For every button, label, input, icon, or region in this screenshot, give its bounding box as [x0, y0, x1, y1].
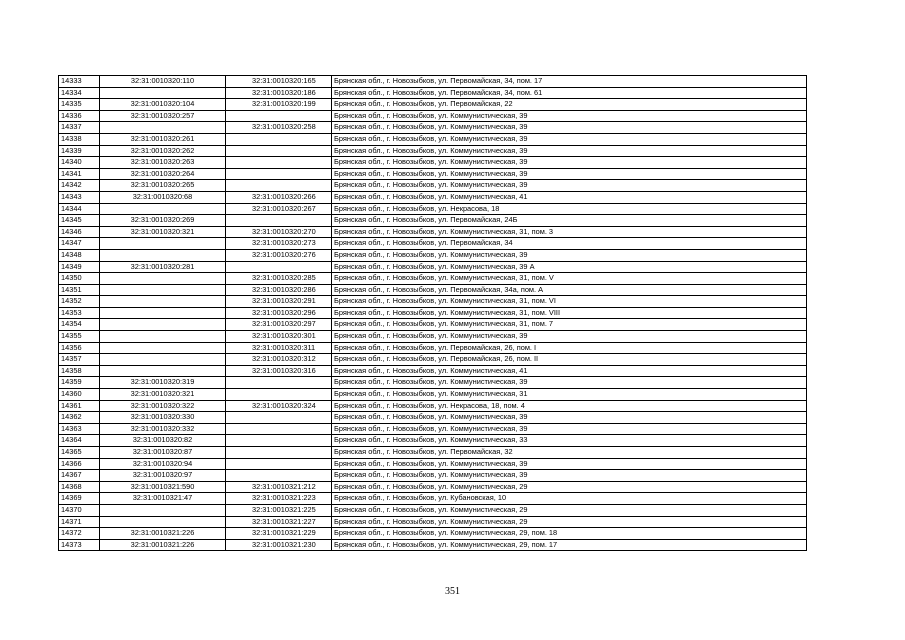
cadastral-number-cell: 32:31:0010320:264	[100, 168, 226, 180]
cadastral-number-cell: 32:31:0010320:257	[100, 110, 226, 122]
address-cell: Брянская обл., г. Новозыбков, ул. Коммунистическая, 31, пом. VIII	[332, 307, 807, 319]
cadastral-number-cell	[100, 87, 226, 99]
table-row	[59, 539, 807, 551]
row-number-cell: 14346	[59, 226, 100, 238]
address-cell: Брянская обл., г. Новозыбков, ул. Коммунистическая, 39	[332, 458, 807, 470]
address-cell: Брянская обл., г. Новозыбков, ул. Первомайская, 34, пом. 61	[332, 87, 807, 99]
cadastral-number-cell	[100, 122, 226, 134]
cadastral-number-cell: 32:31:0010321:47	[100, 493, 226, 505]
row-number-cell: 14348	[59, 249, 100, 261]
cadastral-number-cell: 32:31:0010320:261	[100, 133, 226, 145]
row-number-cell: 14349	[59, 261, 100, 273]
row-number-cell: 14370	[59, 504, 100, 516]
related-cadastral-number-cell: 32:31:0010320:297	[226, 319, 332, 331]
table-row	[59, 400, 807, 412]
address-cell: Брянская обл., г. Новозыбков, ул. Коммунистическая, 41	[332, 191, 807, 203]
related-cadastral-number-cell	[226, 377, 332, 389]
row-number-cell: 14358	[59, 365, 100, 377]
table-row	[59, 528, 807, 540]
cadastral-number-cell	[100, 342, 226, 354]
table-row	[59, 145, 807, 157]
address-cell: Брянская обл., г. Новозыбков, ул. Коммунистическая, 39	[332, 331, 807, 343]
address-cell: Брянская обл., г. Новозыбков, ул. Коммунистическая, 39	[332, 423, 807, 435]
row-number-cell: 14363	[59, 423, 100, 435]
row-number-cell: 14371	[59, 516, 100, 528]
row-number-cell: 14360	[59, 389, 100, 401]
page-number: 351	[445, 586, 460, 597]
related-cadastral-number-cell	[226, 215, 332, 227]
cadastral-number-cell	[100, 365, 226, 377]
row-number-cell: 14333	[59, 76, 100, 88]
row-number-cell: 14341	[59, 168, 100, 180]
row-number-cell: 14352	[59, 296, 100, 308]
row-number-cell: 14356	[59, 342, 100, 354]
related-cadastral-number-cell	[226, 412, 332, 424]
table-row	[59, 331, 807, 343]
table-row	[59, 493, 807, 505]
cadastral-number-cell: 32:31:0010320:82	[100, 435, 226, 447]
related-cadastral-number-cell: 32:31:0010320:270	[226, 226, 332, 238]
table-row	[59, 180, 807, 192]
registry-table	[58, 75, 807, 551]
table-row	[59, 87, 807, 99]
related-cadastral-number-cell: 32:31:0010320:258	[226, 122, 332, 134]
cadastral-number-cell: 32:31:0010320:265	[100, 180, 226, 192]
cadastral-number-cell	[100, 203, 226, 215]
related-cadastral-number-cell	[226, 168, 332, 180]
table-row	[59, 157, 807, 169]
table-row	[59, 412, 807, 424]
cadastral-number-cell: 32:31:0010320:68	[100, 191, 226, 203]
address-cell: Брянская обл., г. Новозыбков, ул. Первомайская, 24Б	[332, 215, 807, 227]
row-number-cell: 14343	[59, 191, 100, 203]
cadastral-number-cell: 32:31:0010321:226	[100, 528, 226, 540]
address-cell: Брянская обл., г. Новозыбков, ул. Первомайская, 22	[332, 99, 807, 111]
row-number-cell: 14344	[59, 203, 100, 215]
cadastral-number-cell: 32:31:0010320:330	[100, 412, 226, 424]
address-cell: Брянская обл., г. Новозыбков, ул. Коммунистическая, 39	[332, 412, 807, 424]
related-cadastral-number-cell: 32:31:0010320:312	[226, 354, 332, 366]
row-number-cell: 14338	[59, 133, 100, 145]
table-row	[59, 365, 807, 377]
table-row	[59, 354, 807, 366]
row-number-cell: 14335	[59, 99, 100, 111]
address-cell: Брянская обл., г. Новозыбков, ул. Коммунистическая, 39 А	[332, 261, 807, 273]
table-row	[59, 273, 807, 285]
address-cell: Брянская обл., г. Новозыбков, ул. Коммунистическая, 29	[332, 504, 807, 516]
row-number-cell: 14373	[59, 539, 100, 551]
related-cadastral-number-cell: 32:31:0010321:227	[226, 516, 332, 528]
table-row	[59, 435, 807, 447]
address-cell: Брянская обл., г. Новозыбков, ул. Коммунистическая, 31	[332, 389, 807, 401]
cadastral-number-cell	[100, 238, 226, 250]
address-cell: Брянская обл., г. Новозыбков, ул. Коммунистическая, 33	[332, 435, 807, 447]
table-row	[59, 284, 807, 296]
cadastral-number-cell	[100, 516, 226, 528]
row-number-cell: 14361	[59, 400, 100, 412]
table-row	[59, 389, 807, 401]
cadastral-number-cell: 32:31:0010320:332	[100, 423, 226, 435]
address-cell: Брянская обл., г. Новозыбков, ул. Коммунистическая, 41	[332, 365, 807, 377]
related-cadastral-number-cell: 32:31:0010320:311	[226, 342, 332, 354]
cadastral-number-cell: 32:31:0010320:319	[100, 377, 226, 389]
table-row	[59, 249, 807, 261]
related-cadastral-number-cell: 32:31:0010320:199	[226, 99, 332, 111]
related-cadastral-number-cell	[226, 389, 332, 401]
row-number-cell: 14342	[59, 180, 100, 192]
cadastral-number-cell: 32:31:0010320:87	[100, 447, 226, 459]
related-cadastral-number-cell: 32:31:0010320:301	[226, 331, 332, 343]
related-cadastral-number-cell: 32:31:0010321:223	[226, 493, 332, 505]
table-row	[59, 516, 807, 528]
row-number-cell: 14359	[59, 377, 100, 389]
table-row	[59, 261, 807, 273]
related-cadastral-number-cell: 32:31:0010320:266	[226, 191, 332, 203]
cadastral-number-cell	[100, 249, 226, 261]
related-cadastral-number-cell	[226, 435, 332, 447]
table-row	[59, 133, 807, 145]
cadastral-number-cell: 32:31:0010320:269	[100, 215, 226, 227]
row-number-cell: 14336	[59, 110, 100, 122]
address-cell: Брянская обл., г. Новозыбков, ул. Некрасова, 18	[332, 203, 807, 215]
table-row	[59, 238, 807, 250]
cadastral-number-cell: 32:31:0010321:590	[100, 481, 226, 493]
table-row	[59, 226, 807, 238]
row-number-cell: 14340	[59, 157, 100, 169]
table-row	[59, 447, 807, 459]
table-row	[59, 122, 807, 134]
address-cell: Брянская обл., г. Новозыбков, ул. Коммунистическая, 39	[332, 249, 807, 261]
address-cell: Брянская обл., г. Новозыбков, ул. Коммунистическая, 39	[332, 110, 807, 122]
row-number-cell: 14362	[59, 412, 100, 424]
table-row	[59, 110, 807, 122]
table-row	[59, 99, 807, 111]
row-number-cell: 14347	[59, 238, 100, 250]
cadastral-number-cell	[100, 504, 226, 516]
table-row	[59, 191, 807, 203]
cadastral-number-cell	[100, 296, 226, 308]
address-cell: Брянская обл., г. Новозыбков, ул. Коммунистическая, 31, пом. 3	[332, 226, 807, 238]
table-row	[59, 377, 807, 389]
cadastral-number-cell: 32:31:0010320:262	[100, 145, 226, 157]
address-cell: Брянская обл., г. Новозыбков, ул. Коммунистическая, 29	[332, 516, 807, 528]
cadastral-number-cell: 32:31:0010320:97	[100, 470, 226, 482]
related-cadastral-number-cell	[226, 447, 332, 459]
cadastral-number-cell: 32:31:0010320:263	[100, 157, 226, 169]
address-cell: Брянская обл., г. Новозыбков, ул. Некрасова, 18, пом. 4	[332, 400, 807, 412]
related-cadastral-number-cell: 32:31:0010320:165	[226, 76, 332, 88]
table-row	[59, 504, 807, 516]
address-cell: Брянская обл., г. Новозыбков, ул. Первомайская, 32	[332, 447, 807, 459]
row-number-cell: 14351	[59, 284, 100, 296]
address-cell: Брянская обл., г. Новозыбков, ул. Первомайская, 34а, пом. А	[332, 284, 807, 296]
related-cadastral-number-cell: 32:31:0010320:286	[226, 284, 332, 296]
related-cadastral-number-cell	[226, 423, 332, 435]
cadastral-number-cell: 32:31:0010320:322	[100, 400, 226, 412]
address-cell: Брянская обл., г. Новозыбков, ул. Первомайская, 34	[332, 238, 807, 250]
related-cadastral-number-cell	[226, 110, 332, 122]
address-cell: Брянская обл., г. Новозыбков, ул. Коммунистическая, 31, пом. V	[332, 273, 807, 285]
address-cell: Брянская обл., г. Новозыбков, ул. Коммунистическая, 39	[332, 180, 807, 192]
table-row	[59, 470, 807, 482]
related-cadastral-number-cell	[226, 458, 332, 470]
table-row	[59, 76, 807, 88]
related-cadastral-number-cell: 32:31:0010320:291	[226, 296, 332, 308]
cadastral-number-cell	[100, 307, 226, 319]
table-row	[59, 458, 807, 470]
cadastral-number-cell	[100, 331, 226, 343]
address-cell: Брянская обл., г. Новозыбков, ул. Коммунистическая, 39	[332, 145, 807, 157]
cadastral-number-cell: 32:31:0010320:94	[100, 458, 226, 470]
table-row	[59, 215, 807, 227]
table-row	[59, 481, 807, 493]
related-cadastral-number-cell	[226, 470, 332, 482]
cadastral-number-cell	[100, 319, 226, 331]
table-row	[59, 168, 807, 180]
address-cell: Брянская обл., г. Новозыбков, ул. Коммунистическая, 31, пом. 7	[332, 319, 807, 331]
related-cadastral-number-cell: 32:31:0010320:267	[226, 203, 332, 215]
table-row	[59, 342, 807, 354]
table-row	[59, 296, 807, 308]
related-cadastral-number-cell: 32:31:0010321:229	[226, 528, 332, 540]
address-cell: Брянская обл., г. Новозыбков, ул. Первомайская, 26, пом. I	[332, 342, 807, 354]
row-number-cell: 14366	[59, 458, 100, 470]
related-cadastral-number-cell	[226, 261, 332, 273]
related-cadastral-number-cell: 32:31:0010321:225	[226, 504, 332, 516]
row-number-cell: 14345	[59, 215, 100, 227]
row-number-cell: 14354	[59, 319, 100, 331]
cadastral-number-cell: 32:31:0010320:321	[100, 226, 226, 238]
table-row	[59, 319, 807, 331]
address-cell: Брянская обл., г. Новозыбков, ул. Коммунистическая, 39	[332, 168, 807, 180]
row-number-cell: 14355	[59, 331, 100, 343]
related-cadastral-number-cell	[226, 145, 332, 157]
table-row	[59, 423, 807, 435]
address-cell: Брянская обл., г. Новозыбков, ул. Коммунистическая, 39	[332, 122, 807, 134]
related-cadastral-number-cell	[226, 180, 332, 192]
row-number-cell: 14353	[59, 307, 100, 319]
cadastral-number-cell	[100, 354, 226, 366]
cadastral-number-cell	[100, 273, 226, 285]
row-number-cell: 14350	[59, 273, 100, 285]
row-number-cell: 14337	[59, 122, 100, 134]
row-number-cell: 14369	[59, 493, 100, 505]
cadastral-number-cell: 32:31:0010321:226	[100, 539, 226, 551]
cadastral-number-cell: 32:31:0010320:110	[100, 76, 226, 88]
address-cell: Брянская обл., г. Новозыбков, ул. Коммунистическая, 39	[332, 157, 807, 169]
related-cadastral-number-cell: 32:31:0010320:285	[226, 273, 332, 285]
cadastral-number-cell: 32:31:0010320:321	[100, 389, 226, 401]
related-cadastral-number-cell: 32:31:0010320:324	[226, 400, 332, 412]
table-row	[59, 203, 807, 215]
row-number-cell: 14372	[59, 528, 100, 540]
row-number-cell: 14368	[59, 481, 100, 493]
related-cadastral-number-cell	[226, 157, 332, 169]
related-cadastral-number-cell	[226, 133, 332, 145]
address-cell: Брянская обл., г. Новозыбков, ул. Первомайская, 26, пом. II	[332, 354, 807, 366]
row-number-cell: 14339	[59, 145, 100, 157]
row-number-cell: 14367	[59, 470, 100, 482]
address-cell: Брянская обл., г. Новозыбков, ул. Коммунистическая, 31, пом. VI	[332, 296, 807, 308]
address-cell: Брянская обл., г. Новозыбков, ул. Коммунистическая, 29, пом. 18	[332, 528, 807, 540]
address-cell: Брянская обл., г. Новозыбков, ул. Коммунистическая, 29, пом. 17	[332, 539, 807, 551]
related-cadastral-number-cell: 32:31:0010320:186	[226, 87, 332, 99]
registry-table-body	[59, 76, 807, 551]
address-cell: Брянская обл., г. Новозыбков, ул. Коммунистическая, 39	[332, 377, 807, 389]
row-number-cell: 14364	[59, 435, 100, 447]
address-cell: Брянская обл., г. Новозыбков, ул. Коммунистическая, 39	[332, 470, 807, 482]
cadastral-number-cell: 32:31:0010320:104	[100, 99, 226, 111]
related-cadastral-number-cell: 32:31:0010320:296	[226, 307, 332, 319]
row-number-cell: 14365	[59, 447, 100, 459]
related-cadastral-number-cell: 32:31:0010320:273	[226, 238, 332, 250]
address-cell: Брянская обл., г. Новозыбков, ул. Коммунистическая, 39	[332, 133, 807, 145]
related-cadastral-number-cell: 32:31:0010320:316	[226, 365, 332, 377]
cadastral-number-cell	[100, 284, 226, 296]
row-number-cell: 14357	[59, 354, 100, 366]
address-cell: Брянская обл., г. Новозыбков, ул. Кубановская, 10	[332, 493, 807, 505]
cadastral-number-cell: 32:31:0010320:281	[100, 261, 226, 273]
address-cell: Брянская обл., г. Новозыбков, ул. Первомайская, 34, пом. 17	[332, 76, 807, 88]
table-row	[59, 307, 807, 319]
related-cadastral-number-cell: 32:31:0010320:276	[226, 249, 332, 261]
address-cell: Брянская обл., г. Новозыбков, ул. Коммунистическая, 29	[332, 481, 807, 493]
related-cadastral-number-cell: 32:31:0010321:230	[226, 539, 332, 551]
row-number-cell: 14334	[59, 87, 100, 99]
related-cadastral-number-cell: 32:31:0010321:212	[226, 481, 332, 493]
